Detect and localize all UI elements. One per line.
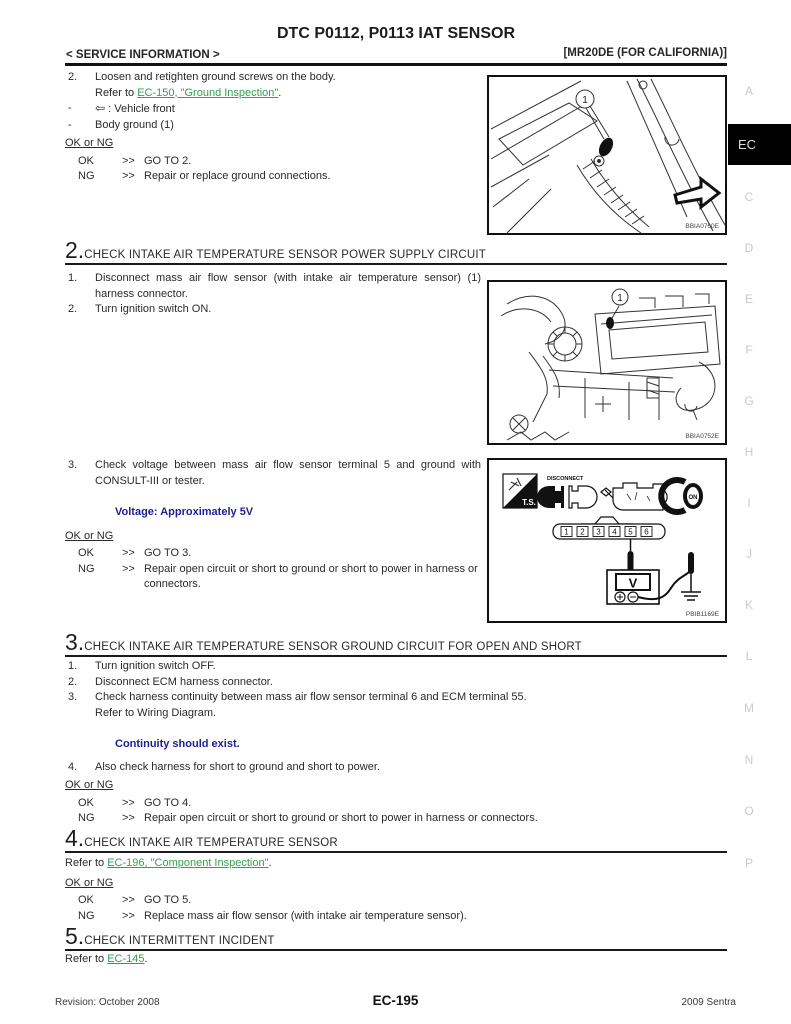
result-ng-row [65,169,481,185]
index-tab-c: C [744,190,754,204]
footer-revision: Revision: October 2008 [55,997,160,1008]
index-tab-a: A [744,84,753,98]
step-row [65,760,727,776]
connector-male-icon [537,486,564,508]
index-tab-d: D [744,241,754,255]
step-row [65,458,481,489]
step-row [65,690,727,706]
index-tab-k: K [744,598,753,612]
result-arrows: >> [122,894,135,906]
result-key: NG [78,170,95,182]
on-label: ON [688,495,698,501]
result-arrows: >> [122,547,135,559]
result-key: OK [78,154,94,167]
result-key: OK [78,547,94,559]
section-number: 4. [65,825,85,851]
result-key: NG [78,812,95,824]
figure-label: PBIB1169E [685,611,719,618]
engine-bay-drawing-icon [489,77,725,233]
section-title: CHECK INTAKE AIR TEMPERATURE SENSOR [84,837,338,849]
step-text: Check harness continuity between mass air flow sensor terminal 6 and ECM terminal 55. [95,691,527,703]
period: . [278,86,282,99]
step-number: 1. [68,660,78,672]
bullet-text: Body ground (1) [95,118,174,131]
index-tab-m: M [744,701,754,715]
ok-or-ng-label: OK or NG [65,137,114,149]
refer-row [65,952,727,968]
result-text: Repair open circuit or short to ground or short to power in harness or connectors. [144,812,538,824]
result-ng-row [65,562,481,593]
pin-number: 6 [644,527,649,537]
index-tab-l: L [745,649,753,663]
header-rule [65,63,727,66]
step-row [65,659,727,675]
bullet-vehicle-front [65,101,481,118]
probe-icon [688,552,694,574]
bullet-text: : Vehicle front [105,103,175,115]
section-number: 5. [65,923,85,949]
section-5-body [65,952,727,968]
bullet-dash: - [68,102,72,114]
link-ec196-component-inspection[interactable]: EC-196, "Component Inspection" [107,857,269,869]
result-key: NG [78,562,95,575]
index-tab-j: J [746,547,752,561]
figure-ground-location [487,75,727,235]
page-title: DTC P0112, P0113 IAT SENSOR [276,25,516,42]
step-number: 4. [68,760,78,773]
index-tab-e: E [744,292,753,306]
step-number: 2. [68,303,78,315]
page-footer [55,993,736,1008]
step-text: Turn ignition switch OFF. [95,660,216,672]
step-row [65,675,727,691]
index-tab-o: O [744,804,754,818]
index-tab-ec-active: EC [728,124,791,165]
step-row [65,302,481,318]
ground-symbol-icon [681,592,701,600]
step-text: Check voltage between mass air flow sensor terminal 5 and ground with CONSULT-III or tester. [95,459,481,487]
step-text: Turn ignition switch ON. [95,303,212,315]
callout-1: 1 [617,293,623,304]
index-tab-g: G [744,394,754,408]
section-title: CHECK INTERMITTENT INCIDENT [84,935,275,947]
engine-drawing-icon [489,282,725,443]
section-number: 3. [65,629,85,655]
pin-number: 4 [612,527,617,537]
section-3-steps [65,659,727,827]
step-row [65,70,481,86]
bullet-body-ground [65,118,481,134]
result-arrows: >> [122,909,135,922]
result-ok-row [65,893,727,909]
section-4-heading [65,826,727,853]
step-text: Also check harness for short to ground and short to power. [95,760,380,773]
result-ng-row [65,909,727,925]
section-2-voltage-check [65,458,481,593]
result-text: Replace mass air flow sensor (with intake air temperature sensor). [144,909,467,922]
step-subtext: Refer to Wiring Diagram. [95,706,217,719]
link-ec145[interactable]: EC-145 [107,953,145,965]
section-title: CHECK INTAKE AIR TEMPERATURE SENSOR POWER SUPPLY CIRCUIT [84,249,487,261]
disconnect-icon-label: DISCONNECT [547,476,584,482]
figure-voltage-measurement [487,458,727,623]
ok-or-ng-label: OK or NG [65,529,114,542]
index-tab-h: H [744,445,754,459]
bullet-dash: - [68,118,72,131]
refer-row [65,86,481,102]
step-text: Disconnect ECM harness connector. [95,675,273,688]
result-key: NG [78,909,95,922]
result-text: Repair or replace ground connections. [144,170,331,182]
figure-label: BBIA0760E [685,223,719,230]
period: . [144,953,148,965]
section-5-heading [65,924,727,951]
index-tab-i: I [747,496,751,510]
vehicle-front-arrow-icon: ⇦ [95,101,106,115]
figure-label: BBIA0752E [685,433,719,440]
result-arrows: >> [122,812,135,824]
callout-1: 1 [582,95,588,106]
result-text: Repair open circuit or short to ground or short to power in harness or connectors. [144,562,478,590]
connector-female-icon [569,486,597,508]
result-text: GO TO 2. [144,154,192,167]
index-tab-n: N [744,753,754,767]
step-number: 2. [68,71,78,83]
ok-or-ng-label: OK or NG [65,876,114,889]
result-key: OK [78,796,94,809]
step-number: 3. [68,691,78,703]
step-row [65,271,481,302]
spec-voltage: Voltage: Approximately 5V [115,506,254,518]
ts-icon-label: T.S. [522,498,536,507]
header-left: < SERVICE INFORMATION > [66,49,220,61]
section-number: 2. [65,237,85,263]
pin-number: 2 [580,527,585,537]
section-3-heading [65,630,727,657]
pin-number: 5 [628,527,633,537]
period: . [268,857,272,869]
refer-prefix: Refer to [65,953,108,965]
step-text: Disconnect mass air flow sensor (with intake air temperature sensor) (1) harness connector. [95,272,481,300]
step-text: Loosen and retighten ground screws on the body. [95,71,336,83]
result-ok-row [65,796,727,812]
result-arrows: >> [122,170,135,182]
result-text: GO TO 3. [144,547,192,559]
section-2-steps [65,271,481,318]
step-number: 3. [68,459,78,471]
refer-row [65,856,727,872]
result-arrows: >> [122,154,135,167]
footer-page-number: EC-195 [372,993,419,1008]
refer-prefix: Refer to [95,86,138,99]
step-number: 1. [68,272,78,284]
spec-continuity: Continuity should exist. [115,738,240,750]
result-text: GO TO 5. [144,894,192,906]
figure-maf-sensor-location [487,280,727,445]
result-ng-row [65,811,727,827]
ok-or-ng-label: OK or NG [65,779,114,791]
result-arrows: >> [122,562,135,575]
section-2-heading [65,238,727,265]
step-number: 2. [68,675,78,688]
result-key: OK [78,894,94,906]
result-ok-row [65,546,481,562]
voltmeter-label: V [628,575,638,591]
result-arrows: >> [122,796,135,809]
footer-model: 2009 Sentra [681,997,736,1008]
header-right: [MR20DE (FOR CALIFORNIA)] [563,47,727,59]
measurement-diagram-icon [489,460,725,621]
index-tab-p: P [744,856,753,870]
ground-check-block [65,70,481,185]
pin-number: 1 [564,527,569,537]
result-ok-row [65,154,481,170]
link-ec150-ground-inspection[interactable]: EC-150, "Ground Inspection" [137,86,279,99]
refer-prefix: Refer to [65,857,108,869]
pin-number: 3 [596,527,601,537]
section-4-body [65,856,727,924]
section-title: CHECK INTAKE AIR TEMPERATURE SENSOR GROUND CIRCUIT FOR OPEN AND SHORT [84,641,582,653]
index-tab-f: F [745,343,753,357]
result-text: GO TO 4. [144,796,192,809]
